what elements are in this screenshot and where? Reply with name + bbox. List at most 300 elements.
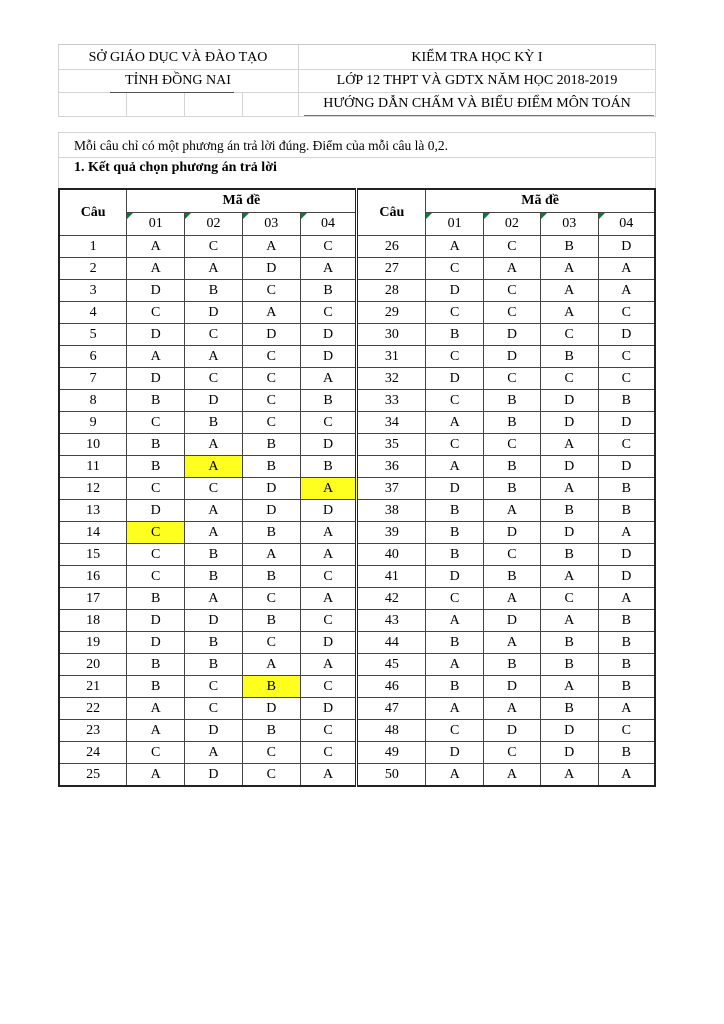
answer-cell: B (540, 632, 598, 654)
table-row (59, 280, 655, 302)
answer-cell: B (484, 654, 541, 676)
answer-cell: C (426, 588, 484, 610)
question-number: 28 (357, 280, 426, 302)
table-row (59, 478, 655, 500)
answer-cell: C (484, 434, 541, 456)
table-header-row (59, 189, 655, 213)
answer-cell: A (540, 764, 598, 787)
question-number: 8 (59, 390, 127, 412)
answer-cell: B (540, 654, 598, 676)
answer-cell: D (300, 500, 357, 522)
answer-cell: A (185, 456, 243, 478)
answer-cell: B (300, 280, 357, 302)
question-number: 47 (357, 698, 426, 720)
answer-cell: A (127, 698, 185, 720)
question-number: 13 (59, 500, 127, 522)
answer-cell: B (426, 500, 484, 522)
answer-cell: D (598, 324, 655, 346)
answer-cell: D (242, 258, 300, 280)
answer-cell: B (242, 720, 300, 742)
table-row (59, 236, 655, 258)
exam-code-02: 02 (484, 213, 541, 236)
answer-cell: B (242, 522, 300, 544)
answer-cell: A (127, 346, 185, 368)
answer-cell: B (185, 412, 243, 434)
answer-cell: C (300, 566, 357, 588)
answer-cell: D (300, 434, 357, 456)
question-number: 9 (59, 412, 127, 434)
answer-cell: C (185, 368, 243, 390)
answer-cell: B (540, 698, 598, 720)
question-number: 14 (59, 522, 127, 544)
question-number: 26 (357, 236, 426, 258)
question-number: 41 (357, 566, 426, 588)
answer-cell: B (540, 346, 598, 368)
answer-cell: C (598, 434, 655, 456)
answer-cell: B (242, 566, 300, 588)
question-number: 40 (357, 544, 426, 566)
table-row (59, 632, 655, 654)
answer-cell: A (300, 478, 357, 500)
answer-cell: B (484, 456, 541, 478)
question-number: 1 (59, 236, 127, 258)
grid-line (58, 116, 656, 117)
question-number: 17 (59, 588, 127, 610)
answer-cell: C (426, 720, 484, 742)
answer-cell: B (426, 632, 484, 654)
answer-cell: D (185, 610, 243, 632)
exam-grade-year: LỚP 12 THPT VÀ GDTX NĂM HỌC 2018-2019 (336, 73, 618, 88)
answer-cell: D (484, 610, 541, 632)
question-number: 50 (357, 764, 426, 787)
answer-cell: B (242, 610, 300, 632)
question-number: 24 (59, 742, 127, 764)
answer-cell: A (185, 500, 243, 522)
answer-cell: A (484, 698, 541, 720)
question-number: 46 (357, 676, 426, 698)
answer-cell: C (300, 742, 357, 764)
answer-cell: B (598, 390, 655, 412)
answer-cell: A (300, 588, 357, 610)
answer-cell: A (300, 654, 357, 676)
department-name: SỞ GIÁO DỤC VÀ ĐÀO TẠO (88, 50, 268, 65)
question-number: 25 (59, 764, 127, 787)
grid-line (184, 92, 185, 117)
answer-cell: B (598, 676, 655, 698)
answer-cell: D (426, 280, 484, 302)
answer-cell: A (540, 478, 598, 500)
answer-cell: C (127, 302, 185, 324)
table-row (59, 566, 655, 588)
answer-cell: D (484, 324, 541, 346)
answer-cell: D (540, 412, 598, 434)
answer-cell: A (426, 456, 484, 478)
answer-cell: D (300, 346, 357, 368)
answer-cell: C (127, 478, 185, 500)
answer-cell: A (426, 610, 484, 632)
question-number: 20 (59, 654, 127, 676)
answer-cell: D (540, 720, 598, 742)
table-row (59, 412, 655, 434)
answer-cell: B (484, 566, 541, 588)
answer-cell: A (484, 258, 541, 280)
question-column-header: Câu (357, 189, 426, 236)
grid-line (242, 92, 243, 117)
question-number: 33 (357, 390, 426, 412)
answer-cell: A (484, 588, 541, 610)
answer-cell: D (127, 324, 185, 346)
answer-cell: B (598, 742, 655, 764)
answer-cell: C (185, 698, 243, 720)
answer-cell: B (185, 280, 243, 302)
grid-line (655, 132, 656, 188)
answer-cell: B (540, 236, 598, 258)
answer-cell: A (300, 764, 357, 787)
answer-cell: B (484, 412, 541, 434)
question-column-header: Câu (59, 189, 127, 236)
answer-cell: B (484, 390, 541, 412)
table-row (59, 500, 655, 522)
answer-cell: C (185, 478, 243, 500)
answer-cell: C (242, 368, 300, 390)
answer-cell: A (242, 654, 300, 676)
answer-cell: D (185, 764, 243, 787)
question-number: 6 (59, 346, 127, 368)
answer-cell: A (127, 258, 185, 280)
answer-cell: D (300, 698, 357, 720)
answer-cell: C (300, 412, 357, 434)
answer-cell: B (185, 654, 243, 676)
answer-key-sheet (58, 44, 656, 782)
answer-cell: A (484, 632, 541, 654)
grid-line (58, 132, 59, 188)
answer-cell: C (426, 346, 484, 368)
question-number: 38 (357, 500, 426, 522)
answer-cell: C (127, 544, 185, 566)
section-title: 1. Kết quả chọn phương án trả lời (74, 160, 277, 175)
answer-cell: A (300, 544, 357, 566)
answer-cell: C (242, 412, 300, 434)
exam-code-04: 04 (300, 213, 357, 236)
answer-cell: C (540, 588, 598, 610)
exam-code-01: 01 (426, 213, 484, 236)
answer-cell: A (540, 610, 598, 632)
table-row (59, 456, 655, 478)
answer-cell: C (484, 368, 541, 390)
question-number: 44 (357, 632, 426, 654)
table-row (59, 434, 655, 456)
answer-cell: C (484, 742, 541, 764)
question-number: 21 (59, 676, 127, 698)
answer-cell: C (598, 302, 655, 324)
grading-guide-title: HƯỚNG DẪN CHẤM VÀ BIỂU ĐIỂM MÔN TOÁN (323, 96, 631, 111)
table-row (59, 258, 655, 280)
table-row (59, 368, 655, 390)
answer-cell: C (598, 346, 655, 368)
answer-cell: A (484, 764, 541, 787)
answer-cell: C (300, 720, 357, 742)
answer-cell: D (598, 566, 655, 588)
answer-cell: D (242, 698, 300, 720)
answer-cell: B (242, 676, 300, 698)
answer-cell: A (185, 522, 243, 544)
table-row (59, 390, 655, 412)
table-row (59, 544, 655, 566)
answer-cell: A (426, 236, 484, 258)
answer-cell: A (185, 588, 243, 610)
answer-cell: D (598, 456, 655, 478)
question-number: 43 (357, 610, 426, 632)
answer-cell: C (426, 390, 484, 412)
answer-cell: B (598, 478, 655, 500)
answer-cell: C (426, 302, 484, 324)
answer-cell: D (242, 324, 300, 346)
question-number: 12 (59, 478, 127, 500)
question-number: 35 (357, 434, 426, 456)
answer-cell: A (185, 434, 243, 456)
answer-cell: D (540, 456, 598, 478)
exam-code-02: 02 (185, 213, 243, 236)
answer-cell: B (127, 456, 185, 478)
answer-cell: C (484, 302, 541, 324)
province-underline (110, 92, 234, 93)
answer-cell: D (185, 720, 243, 742)
answer-cell: A (242, 236, 300, 258)
question-number: 11 (59, 456, 127, 478)
answer-cell: D (540, 390, 598, 412)
answer-cell: A (426, 698, 484, 720)
answer-cell: C (484, 280, 541, 302)
answer-cell: A (127, 236, 185, 258)
exam-code-04: 04 (598, 213, 655, 236)
answer-cell: A (426, 764, 484, 787)
answer-cell: B (484, 478, 541, 500)
answer-cell: A (598, 522, 655, 544)
answer-cell: C (185, 676, 243, 698)
answer-cell: A (300, 522, 357, 544)
answer-cell: C (300, 610, 357, 632)
question-number: 2 (59, 258, 127, 280)
question-number: 32 (357, 368, 426, 390)
answer-cell: A (185, 742, 243, 764)
answer-cell: C (242, 280, 300, 302)
answer-cell: C (598, 720, 655, 742)
answer-cell: A (540, 566, 598, 588)
scoring-note: Mỗi câu chỉ có một phương án trả lời đúng. Điểm của mỗi câu là 0,2. (74, 138, 449, 153)
answer-cell: D (540, 742, 598, 764)
answer-cell: B (185, 632, 243, 654)
question-number: 5 (59, 324, 127, 346)
question-number: 10 (59, 434, 127, 456)
answer-cell: C (540, 368, 598, 390)
answer-cell: D (426, 566, 484, 588)
question-number: 36 (357, 456, 426, 478)
answer-cell: D (127, 500, 185, 522)
answer-cell: B (127, 390, 185, 412)
answer-cell: C (300, 302, 357, 324)
answer-cell: A (598, 588, 655, 610)
answer-cell: C (484, 544, 541, 566)
answer-cell: D (484, 676, 541, 698)
answer-table (58, 188, 656, 787)
exam-title: KIỂM TRA HỌC KỲ I (411, 50, 543, 65)
answer-cell: D (242, 478, 300, 500)
answer-cell: D (300, 324, 357, 346)
question-number: 23 (59, 720, 127, 742)
answer-cell: A (426, 412, 484, 434)
grid-line (58, 157, 656, 158)
question-number: 16 (59, 566, 127, 588)
question-number: 29 (357, 302, 426, 324)
exam-code-03: 03 (540, 213, 598, 236)
answer-cell: C (426, 258, 484, 280)
answer-cell: B (127, 676, 185, 698)
answer-cell: C (242, 588, 300, 610)
answer-cell: C (127, 566, 185, 588)
question-number: 48 (357, 720, 426, 742)
answer-cell: A (540, 434, 598, 456)
answer-cell: C (540, 324, 598, 346)
answer-cell: A (540, 280, 598, 302)
answer-cell: A (540, 302, 598, 324)
answer-cell: D (598, 412, 655, 434)
answer-cell: A (540, 676, 598, 698)
question-number: 39 (357, 522, 426, 544)
answer-cell: D (185, 390, 243, 412)
question-number: 27 (357, 258, 426, 280)
answer-cell: C (127, 742, 185, 764)
table-row (59, 302, 655, 324)
table-row (59, 324, 655, 346)
question-number: 22 (59, 698, 127, 720)
answer-cell: B (426, 676, 484, 698)
answer-cell: B (426, 522, 484, 544)
question-number: 15 (59, 544, 127, 566)
question-number: 49 (357, 742, 426, 764)
answer-cell: A (598, 280, 655, 302)
question-number: 18 (59, 610, 127, 632)
answer-cell: B (540, 500, 598, 522)
answer-cell: A (242, 302, 300, 324)
answer-cell: D (426, 368, 484, 390)
answer-cell: B (426, 324, 484, 346)
answer-cell: D (484, 346, 541, 368)
answer-cell: B (598, 500, 655, 522)
question-number: 3 (59, 280, 127, 302)
answer-cell: D (426, 742, 484, 764)
answer-cell: D (127, 610, 185, 632)
answer-cell: A (598, 698, 655, 720)
answer-cell: C (185, 324, 243, 346)
answer-cell: B (185, 566, 243, 588)
answer-cell: A (127, 764, 185, 787)
question-number: 45 (357, 654, 426, 676)
answer-cell: A (540, 258, 598, 280)
question-number: 30 (357, 324, 426, 346)
question-number: 34 (357, 412, 426, 434)
answer-cell: C (242, 742, 300, 764)
table-row (59, 676, 655, 698)
answer-cell: B (598, 632, 655, 654)
answer-cell: D (127, 632, 185, 654)
answer-cell: B (185, 544, 243, 566)
province-name: TỈNH ĐỒNG NAI (125, 73, 231, 88)
answer-cell: C (185, 236, 243, 258)
table-row (59, 588, 655, 610)
answer-cell: B (598, 654, 655, 676)
answer-cell: C (242, 346, 300, 368)
answer-cell: D (127, 280, 185, 302)
exam-code-03: 03 (242, 213, 300, 236)
answer-cell: B (127, 654, 185, 676)
grid-line (58, 132, 656, 133)
answer-cell: A (300, 368, 357, 390)
answer-cell: D (185, 302, 243, 324)
answer-cell: C (127, 522, 185, 544)
question-number: 42 (357, 588, 426, 610)
table-row (59, 654, 655, 676)
answer-cell: D (484, 522, 541, 544)
question-number: 31 (357, 346, 426, 368)
guide-underline (304, 115, 654, 116)
table-row (59, 346, 655, 368)
answer-cell: B (300, 390, 357, 412)
document-header (58, 44, 656, 117)
answer-cell: C (300, 676, 357, 698)
answer-cell: B (540, 544, 598, 566)
answer-cell: B (127, 434, 185, 456)
answer-cell: B (300, 456, 357, 478)
exam-code-01: 01 (127, 213, 185, 236)
answer-cell: D (598, 544, 655, 566)
answer-cell: A (426, 654, 484, 676)
answer-cell: D (300, 632, 357, 654)
answer-cell: C (127, 412, 185, 434)
answer-cell: C (242, 632, 300, 654)
grid-line (126, 92, 127, 117)
answer-cell: D (242, 500, 300, 522)
answer-cell: A (484, 500, 541, 522)
grid-line (58, 69, 656, 70)
answer-cell: C (484, 236, 541, 258)
exam-code-header: Mã đề (426, 189, 655, 213)
table-row (59, 742, 655, 764)
question-number: 19 (59, 632, 127, 654)
exam-code-header: Mã đề (127, 189, 357, 213)
answer-cell: C (242, 764, 300, 787)
answer-cell: A (242, 544, 300, 566)
answer-cell: C (426, 434, 484, 456)
answer-cell: A (185, 258, 243, 280)
answer-cell: A (185, 346, 243, 368)
answer-cell: B (426, 544, 484, 566)
table-row (59, 764, 655, 787)
answer-cell: D (540, 522, 598, 544)
answer-cell: B (242, 456, 300, 478)
table-row (59, 610, 655, 632)
question-number: 4 (59, 302, 127, 324)
table-row (59, 720, 655, 742)
answer-cell: A (598, 764, 655, 787)
answer-cell: B (127, 588, 185, 610)
answer-cell: A (300, 258, 357, 280)
answer-cell: C (242, 390, 300, 412)
answer-cell: D (127, 368, 185, 390)
table-row (59, 522, 655, 544)
answer-cell: D (426, 478, 484, 500)
answer-cell: C (300, 236, 357, 258)
answer-cell: A (127, 720, 185, 742)
